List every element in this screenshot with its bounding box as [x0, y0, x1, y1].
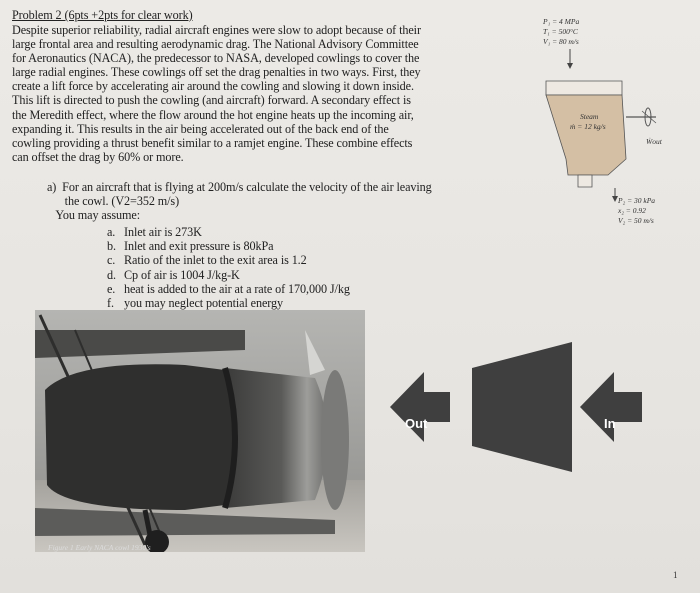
work-out-label: Ẇout: [646, 137, 662, 146]
turbine-body: [546, 95, 626, 175]
problem-title: Problem 2 (6pts +2pts for clear work): [12, 8, 193, 22]
list-item: e. heat is added to the air at a rate of 170,000 J/kg: [107, 281, 350, 296]
list-item: a. Inlet air is 273K: [107, 225, 202, 239]
out-arrow: [390, 372, 450, 442]
paragraph-line: create a lift force by accelerating air around the cowling and slowing it down inside.: [12, 79, 414, 94]
question-line: You may assume:: [47, 208, 140, 223]
mass-flow-label: ṁ = 12 kg/s: [570, 122, 606, 131]
turbine-outlet-duct: [578, 175, 592, 187]
paragraph-line: cowling providing a thrust benefit similar to a ramjet engine. These combine effects: [12, 135, 413, 150]
list-item: d. Cp of air is 1004 J/kg-K: [107, 267, 240, 282]
inlet-temperature-label: T₁ = 500°C: [543, 27, 578, 36]
flow-diagram: [390, 340, 660, 475]
shaft-icon: [626, 108, 656, 126]
outlet-velocity-label: V₂ = 50 m/s: [618, 216, 654, 225]
paragraph-line: the Meredith effect, where the flow around the hot engine heats up the incoming air,: [12, 107, 414, 122]
paragraph-line: for Aeronautics (NACA), the predecessor to NASA, developed cowlings to cover the: [12, 51, 420, 66]
outlet-pressure-label: P₂ = 30 kPa: [618, 196, 656, 205]
assumption-list: [107, 225, 350, 310]
paragraph-line: expanding it. This results in the air being accelerated out of the back end of the: [12, 121, 389, 136]
paragraph-line: This lift is directed to push the cowling (and aircraft) forward. A secondary effect is: [12, 93, 411, 108]
inlet-pressure-label: P₁ = 4 MPa: [543, 17, 580, 26]
inlet-velocity-label: V₁ = 80 m/s: [543, 37, 579, 46]
biplane-image: [35, 310, 365, 552]
in-arrow: [580, 372, 642, 442]
page-number: 1: [673, 570, 678, 580]
paragraph-line: large radial engines. These cowlings off set the drag penalties in two ways. First, they: [12, 65, 421, 80]
inlet-arrow: [567, 49, 573, 69]
intro-paragraph: [12, 23, 421, 164]
list-item: b. Inlet and exit pressure is 80kPa: [107, 239, 274, 254]
out-label: Out: [405, 416, 428, 431]
naca-cowl-photo: [35, 310, 365, 552]
paragraph-line: Despite superior reliability, radial aircraft engines were slow to adopt because of their: [12, 23, 421, 37]
outlet-quality-label: x₂ = 0.92: [618, 206, 646, 215]
turbine-diagram: [530, 45, 700, 195]
question-a: [47, 180, 432, 223]
question-line: a) For an aircraft that is flying at 200m/s calculate the velocity of the air leaving: [47, 180, 432, 194]
paragraph-line: can offset the drag by 60% or more.: [12, 149, 184, 164]
steam-label: Steam: [580, 112, 599, 121]
paragraph-line: large frontal area and resulting aerodynamic drag. The National Advisory Committee: [12, 37, 419, 52]
cowl-shape: [472, 342, 572, 472]
figure-caption: Figure 1 Early NACA cowl 1930's: [48, 543, 151, 552]
list-item: f. you may neglect potential energy: [107, 295, 284, 310]
list-item: c. Ratio of the inlet to the exit area is 1.2: [107, 253, 307, 268]
turbine-inlet-duct: [546, 81, 622, 95]
question-line: the cowl. (V2=352 m/s): [47, 194, 180, 209]
in-label: In: [604, 416, 616, 431]
